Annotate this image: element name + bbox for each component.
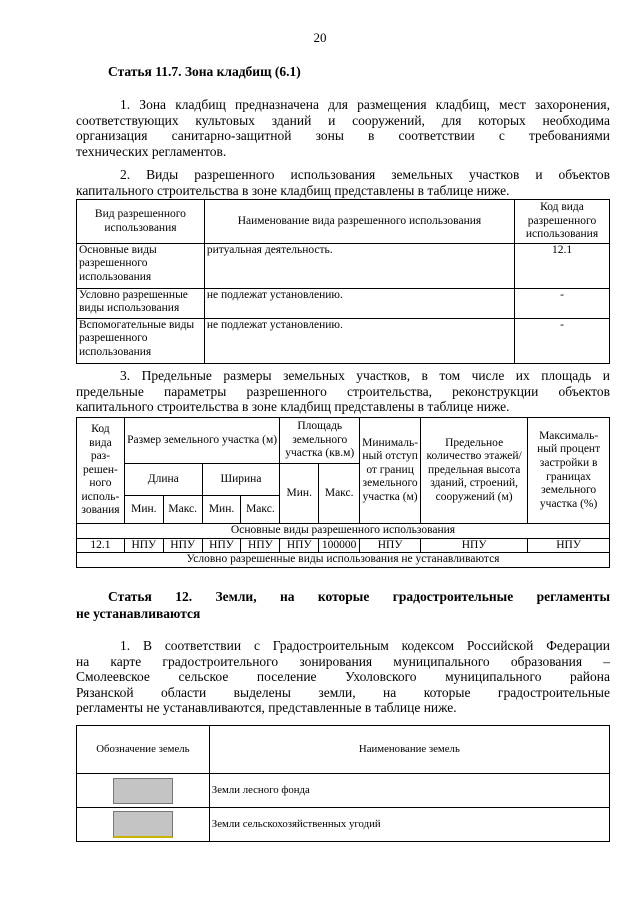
header-land-symbol: Обозначение земель — [77, 726, 210, 774]
section-conditional-uses: Условно разрешенные виды использования не устанавливаются — [77, 553, 610, 568]
paragraph-line: капитального строительства в зоне кладбищ представлены в таблице ниже. — [76, 182, 510, 198]
table-header-use-name: Наименование вида разрешенного использования — [204, 200, 514, 244]
table-row — [77, 774, 610, 808]
paragraph-line: капитального строительства в зоне кладбищ представлены в таблице ниже. — [76, 399, 510, 415]
land-name-cell: Земли лесного фонда — [209, 774, 609, 808]
paragraph-line: соответствующих культовых зданий и сооружений, для которых необходима — [76, 112, 610, 128]
table-cell-type: Условно разрешенные виды использования — [77, 289, 205, 319]
table-cell: НПУ — [360, 538, 421, 553]
table-header-use-code: Код вида разрешенного использования — [515, 200, 610, 244]
table-cell-code: - — [515, 319, 610, 364]
table-row — [77, 808, 610, 842]
paragraph-line: на карте градостроительного зонирования муниципального образования – — [76, 653, 610, 669]
table-cell-code: - — [515, 289, 610, 319]
table-row — [77, 289, 610, 319]
land-name-cell: Земли сельскохозяйственных угодий — [209, 808, 609, 842]
header-width-min: Мин. — [202, 496, 241, 524]
table-cell-type: Основные виды разрешенного использования — [77, 244, 205, 289]
land-symbol-cell — [77, 774, 210, 808]
paragraph-line: 3. Предельные размеры земельных участков, в том числе их площадь и — [120, 368, 610, 383]
paragraph-line: 1. В соответствии с Градостроительным кодексом Российской Федерации — [120, 638, 610, 653]
paragraph-line: Смолеевское сельское поселение Ухоловского муниципального района — [76, 669, 610, 685]
table-cell: НПУ — [421, 538, 528, 553]
table-cell: НПУ — [202, 538, 241, 553]
header-width-max: Макс. — [241, 496, 280, 524]
lands-table — [76, 725, 610, 842]
article-12-paragraph-1 — [76, 638, 610, 716]
header-use-code: Код вида раз-решен-ного исполь-зования — [77, 418, 125, 524]
paragraph-line: 2. Виды разрешенного использования земельных участков и объектов — [120, 167, 610, 182]
article-11-7-paragraph-1 — [76, 97, 610, 159]
paragraph-line: регламенты не устанавливаются, представленные в таблице ниже. — [76, 700, 457, 716]
parameters-table — [76, 417, 610, 568]
paragraph-line: 1. Зона кладбищ предназначена для размещения кладбищ, мест захоронения, — [120, 97, 610, 112]
table-cell-type: Вспомогательные виды разрешенного использования — [77, 319, 205, 364]
header-max-coverage: Максималь-ный процент застройки в границах земельного участка (%) — [528, 418, 610, 524]
article-12-title — [108, 589, 610, 605]
header-plot-area: Площадь земельного участка (кв.м) — [280, 418, 360, 464]
table-cell-name: не подлежат установлению. — [204, 319, 514, 364]
table-cell: НПУ — [163, 538, 202, 553]
table-cell: НПУ — [528, 538, 610, 553]
table-cell-name: ритуальная деятельность. — [204, 244, 514, 289]
header-max-floors: Предельное количество этажей/ предельная высота зданий, строений, сооружений (м) — [421, 418, 528, 524]
header-area-min: Мин. — [280, 464, 319, 524]
table-row — [77, 319, 610, 364]
table-cell: 12.1 — [77, 538, 125, 553]
table-cell: НПУ — [241, 538, 280, 553]
agricultural-land-swatch — [113, 811, 173, 838]
header-length: Длина — [124, 464, 202, 496]
header-length-min: Мин. — [124, 496, 163, 524]
table-row — [77, 538, 610, 553]
paragraph-line: Рязанской области выделены земли, на которые градостроительные — [76, 684, 610, 700]
header-area-max: Макс. — [319, 464, 360, 524]
header-length-max: Макс. — [163, 496, 202, 524]
forest-land-swatch — [113, 778, 173, 804]
article-11-7-title: Статья 11.7. Зона кладбищ (6.1) — [108, 64, 301, 79]
land-symbol-cell — [77, 808, 210, 842]
table-cell-code: 12.1 — [515, 244, 610, 289]
article-12-title-cont: не устанавливаются — [76, 606, 201, 621]
section-main-uses: Основные виды разрешенного использования — [77, 524, 610, 539]
permitted-use-table — [76, 199, 610, 364]
header-land-name: Наименование земель — [209, 726, 609, 774]
header-width: Ширина — [202, 464, 280, 496]
header-plot-size: Размер земельного участка (м) — [124, 418, 279, 464]
table-cell: НПУ — [280, 538, 319, 553]
table-row — [77, 244, 610, 289]
table-cell-name: не подлежат установлению. — [204, 289, 514, 319]
article-11-7-paragraph-2 — [76, 167, 610, 198]
paragraph-line: технических регламентов. — [76, 143, 227, 159]
table-cell: 100000 — [319, 538, 360, 553]
page-number: 20 — [313, 30, 327, 45]
table-cell: НПУ — [124, 538, 163, 553]
paragraph-line: предельные параметры разрешенного строительства, реконструкции объектов — [76, 383, 610, 399]
table-header-use-type: Вид разрешенного использования — [77, 200, 205, 244]
article-11-7-paragraph-3 — [76, 368, 610, 415]
title-line: Статья 12. Земли, на которые градостроительные регламенты — [108, 589, 610, 604]
header-min-setback: Минималь-ный отступ от границ земельного участка (м) — [360, 418, 421, 524]
paragraph-line: организация санитарно-защитной зоны в соответствии с требованиями — [76, 128, 610, 144]
